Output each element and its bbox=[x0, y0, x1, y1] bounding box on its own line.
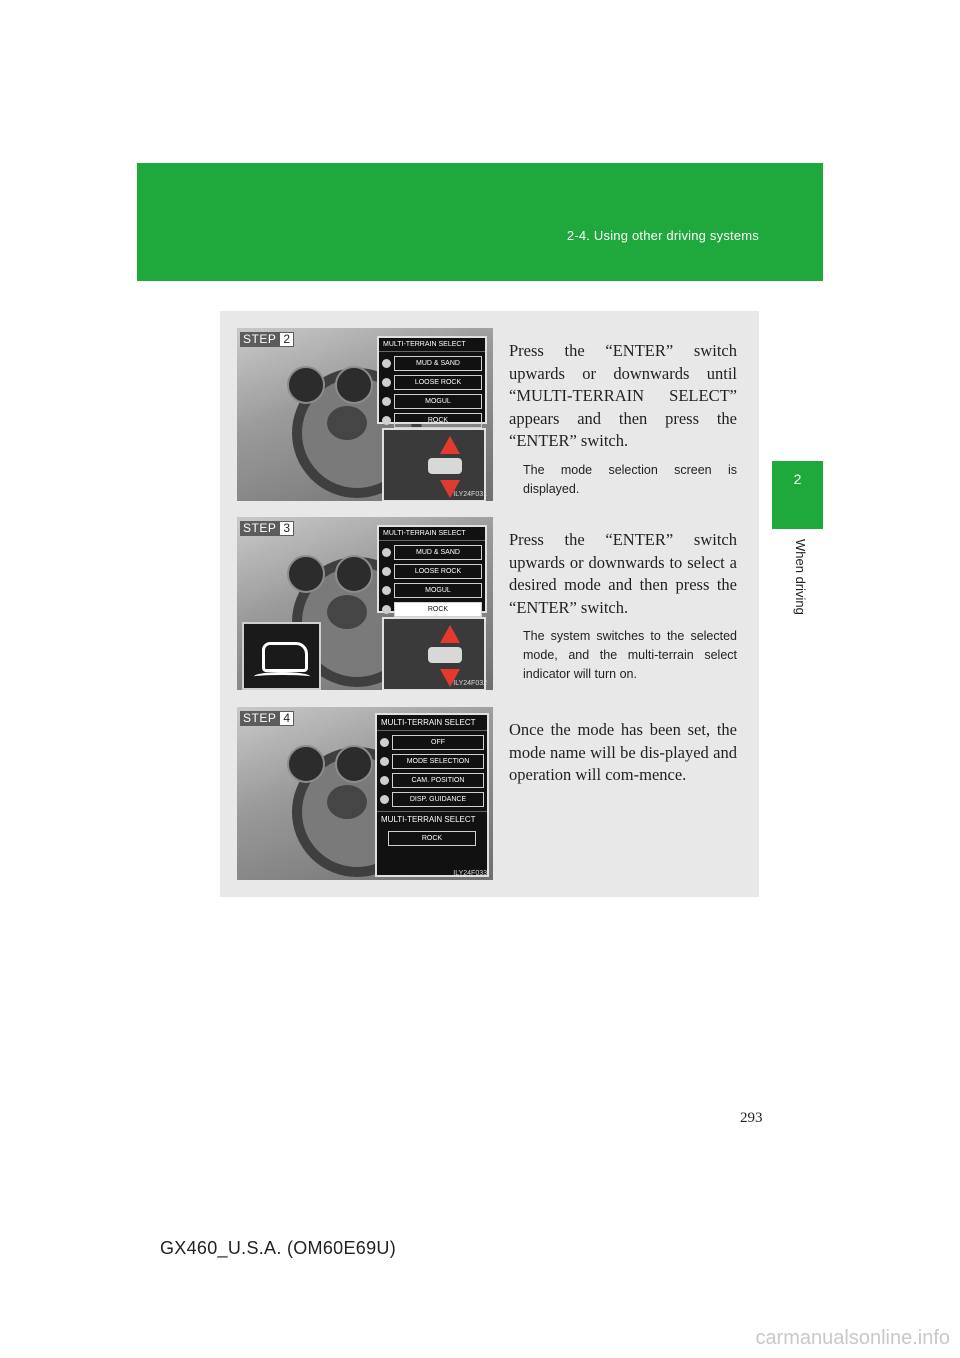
illustration-code: ILY24F032 bbox=[453, 680, 487, 687]
step-note: The mode selection screen is displayed. bbox=[523, 462, 737, 496]
menu-item: MOGUL bbox=[382, 394, 482, 409]
illustration-code: ILY24F031 bbox=[453, 491, 487, 498]
arrow-up-icon bbox=[440, 625, 460, 643]
menu-item: MUD & SAND bbox=[382, 356, 482, 371]
steering-hub-icon bbox=[327, 595, 367, 629]
menu-item: MODE SELECTION bbox=[380, 754, 484, 769]
step-4-illustration bbox=[237, 707, 493, 880]
status-value: ROCK bbox=[388, 831, 476, 846]
selector-dot-icon bbox=[380, 795, 389, 804]
display-menu bbox=[377, 525, 487, 613]
gauge-icon bbox=[287, 366, 325, 404]
step-note: The system switches to the selected mode, and the multi-terrain select indicator will turn on. bbox=[523, 629, 737, 681]
selector-dot-icon bbox=[382, 397, 391, 406]
status-title: MULTI-TERRAIN SELECT bbox=[377, 811, 487, 827]
menu-item-selected: ROCK bbox=[382, 602, 482, 617]
menu-title: MULTI-TERRAIN SELECT bbox=[377, 715, 487, 731]
terrain-wave-icon bbox=[254, 672, 310, 681]
instruction-panel bbox=[220, 311, 759, 897]
step-instruction: Press the “ENTER” switch upwards or downwards to select a desired mode and then press the “ENTER” switch. bbox=[509, 530, 737, 617]
menu-item: MOGUL bbox=[382, 583, 482, 598]
watermark: carmanualsonline.info bbox=[755, 1327, 950, 1349]
step-2-text bbox=[509, 340, 737, 499]
menu-title: MULTI-TERRAIN SELECT bbox=[379, 527, 485, 541]
menu-item: OFF bbox=[380, 735, 484, 750]
step-instruction: Press the “ENTER” switch upwards or downwards until “MULTI-TERRAIN SELECT” appears and then press the “ENTER” switch. bbox=[509, 341, 737, 450]
gauge-icon bbox=[335, 366, 373, 404]
step-badge: STEP 2 bbox=[240, 332, 294, 347]
multi-terrain-indicator bbox=[242, 622, 321, 690]
status-value-row bbox=[380, 831, 484, 846]
illustration-code: ILY24F033 bbox=[453, 870, 487, 877]
menu-item: CAM. POSITION bbox=[380, 773, 484, 788]
step-4-text bbox=[509, 719, 737, 787]
header-band bbox=[137, 163, 823, 281]
enter-switch-icon bbox=[428, 647, 462, 663]
steering-hub-icon bbox=[327, 406, 367, 440]
selector-dot-icon bbox=[380, 776, 389, 785]
document-code: GX460_U.S.A. (OM60E69U) bbox=[160, 1238, 396, 1258]
menu-item: ROCK bbox=[382, 413, 482, 428]
step-2-illustration bbox=[237, 328, 493, 501]
chapter-label: When driving bbox=[793, 539, 808, 615]
page-number: 293 bbox=[740, 1110, 763, 1126]
menu-item: DISP. GUIDANCE bbox=[380, 792, 484, 807]
menu-item: MUD & SAND bbox=[382, 545, 482, 560]
chapter-tab bbox=[772, 461, 823, 529]
step-instruction: Once the mode has been set, the mode name will be dis-played and operation will com-mence. bbox=[509, 720, 737, 784]
selector-dot-icon bbox=[382, 567, 391, 576]
enter-switch-icon bbox=[428, 458, 462, 474]
selector-dot-icon bbox=[382, 605, 391, 614]
step-badge: STEP 4 bbox=[240, 711, 294, 726]
arrow-up-icon bbox=[440, 436, 460, 454]
selector-dot-icon bbox=[382, 378, 391, 387]
chapter-number: 2 bbox=[793, 471, 802, 487]
menu-title: MULTI-TERRAIN SELECT bbox=[379, 338, 485, 352]
selector-dot-icon bbox=[382, 416, 391, 425]
display-menu bbox=[375, 713, 489, 877]
step-3-illustration bbox=[237, 517, 493, 690]
menu-item: LOOSE ROCK bbox=[382, 375, 482, 390]
selector-dot-icon bbox=[380, 738, 389, 747]
steering-hub-icon bbox=[327, 785, 367, 819]
gauge-icon bbox=[287, 555, 325, 593]
selector-dot-icon bbox=[382, 359, 391, 368]
section-title: 2-4. Using other driving systems bbox=[566, 228, 759, 243]
display-menu bbox=[377, 336, 487, 424]
menu-item: LOOSE ROCK bbox=[382, 564, 482, 579]
step-3-text bbox=[509, 529, 737, 684]
gauge-icon bbox=[335, 745, 373, 783]
vehicle-icon bbox=[262, 642, 308, 672]
selector-dot-icon bbox=[382, 586, 391, 595]
selector-dot-icon bbox=[382, 548, 391, 557]
gauge-icon bbox=[335, 555, 373, 593]
step-badge: STEP 3 bbox=[240, 521, 294, 536]
selector-dot-icon bbox=[380, 757, 389, 766]
gauge-icon bbox=[287, 745, 325, 783]
